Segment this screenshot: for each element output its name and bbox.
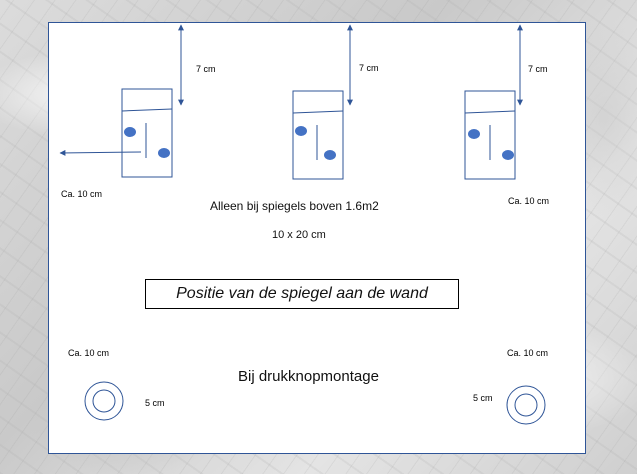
- mounting-bracket-icon: [122, 89, 172, 177]
- gap-top-label: 7 cm: [359, 63, 379, 73]
- mounting-bracket-icon: [293, 91, 343, 179]
- mounting-bracket-icon: [465, 91, 515, 179]
- push-button-circle-icon: [507, 386, 545, 424]
- side-distance-label: Ca. 10 cm: [508, 196, 550, 206]
- diagram-title: Positie van de spiegel aan de wand: [145, 279, 459, 309]
- side-distance-label: Ca. 10 cm: [507, 348, 549, 358]
- bracket-size-label: 10 x 20 cm: [272, 229, 326, 241]
- side-distance-label: Ca. 10 cm: [68, 348, 110, 358]
- gap-top-label: 7 cm: [196, 64, 216, 74]
- large-mirror-note: Alleen bij spiegels boven 1.6m2: [210, 199, 379, 213]
- push-button-circle-icon: [85, 382, 123, 420]
- side-distance-label: Ca. 10 cm: [61, 189, 103, 199]
- push-button-mounting-label: Bij drukknopmontage: [238, 368, 379, 385]
- diameter-label: 5 cm: [145, 398, 165, 408]
- dimension-arrow-icon: [60, 152, 141, 153]
- diameter-label: 5 cm: [473, 393, 493, 403]
- gap-top-label: 7 cm: [528, 64, 548, 74]
